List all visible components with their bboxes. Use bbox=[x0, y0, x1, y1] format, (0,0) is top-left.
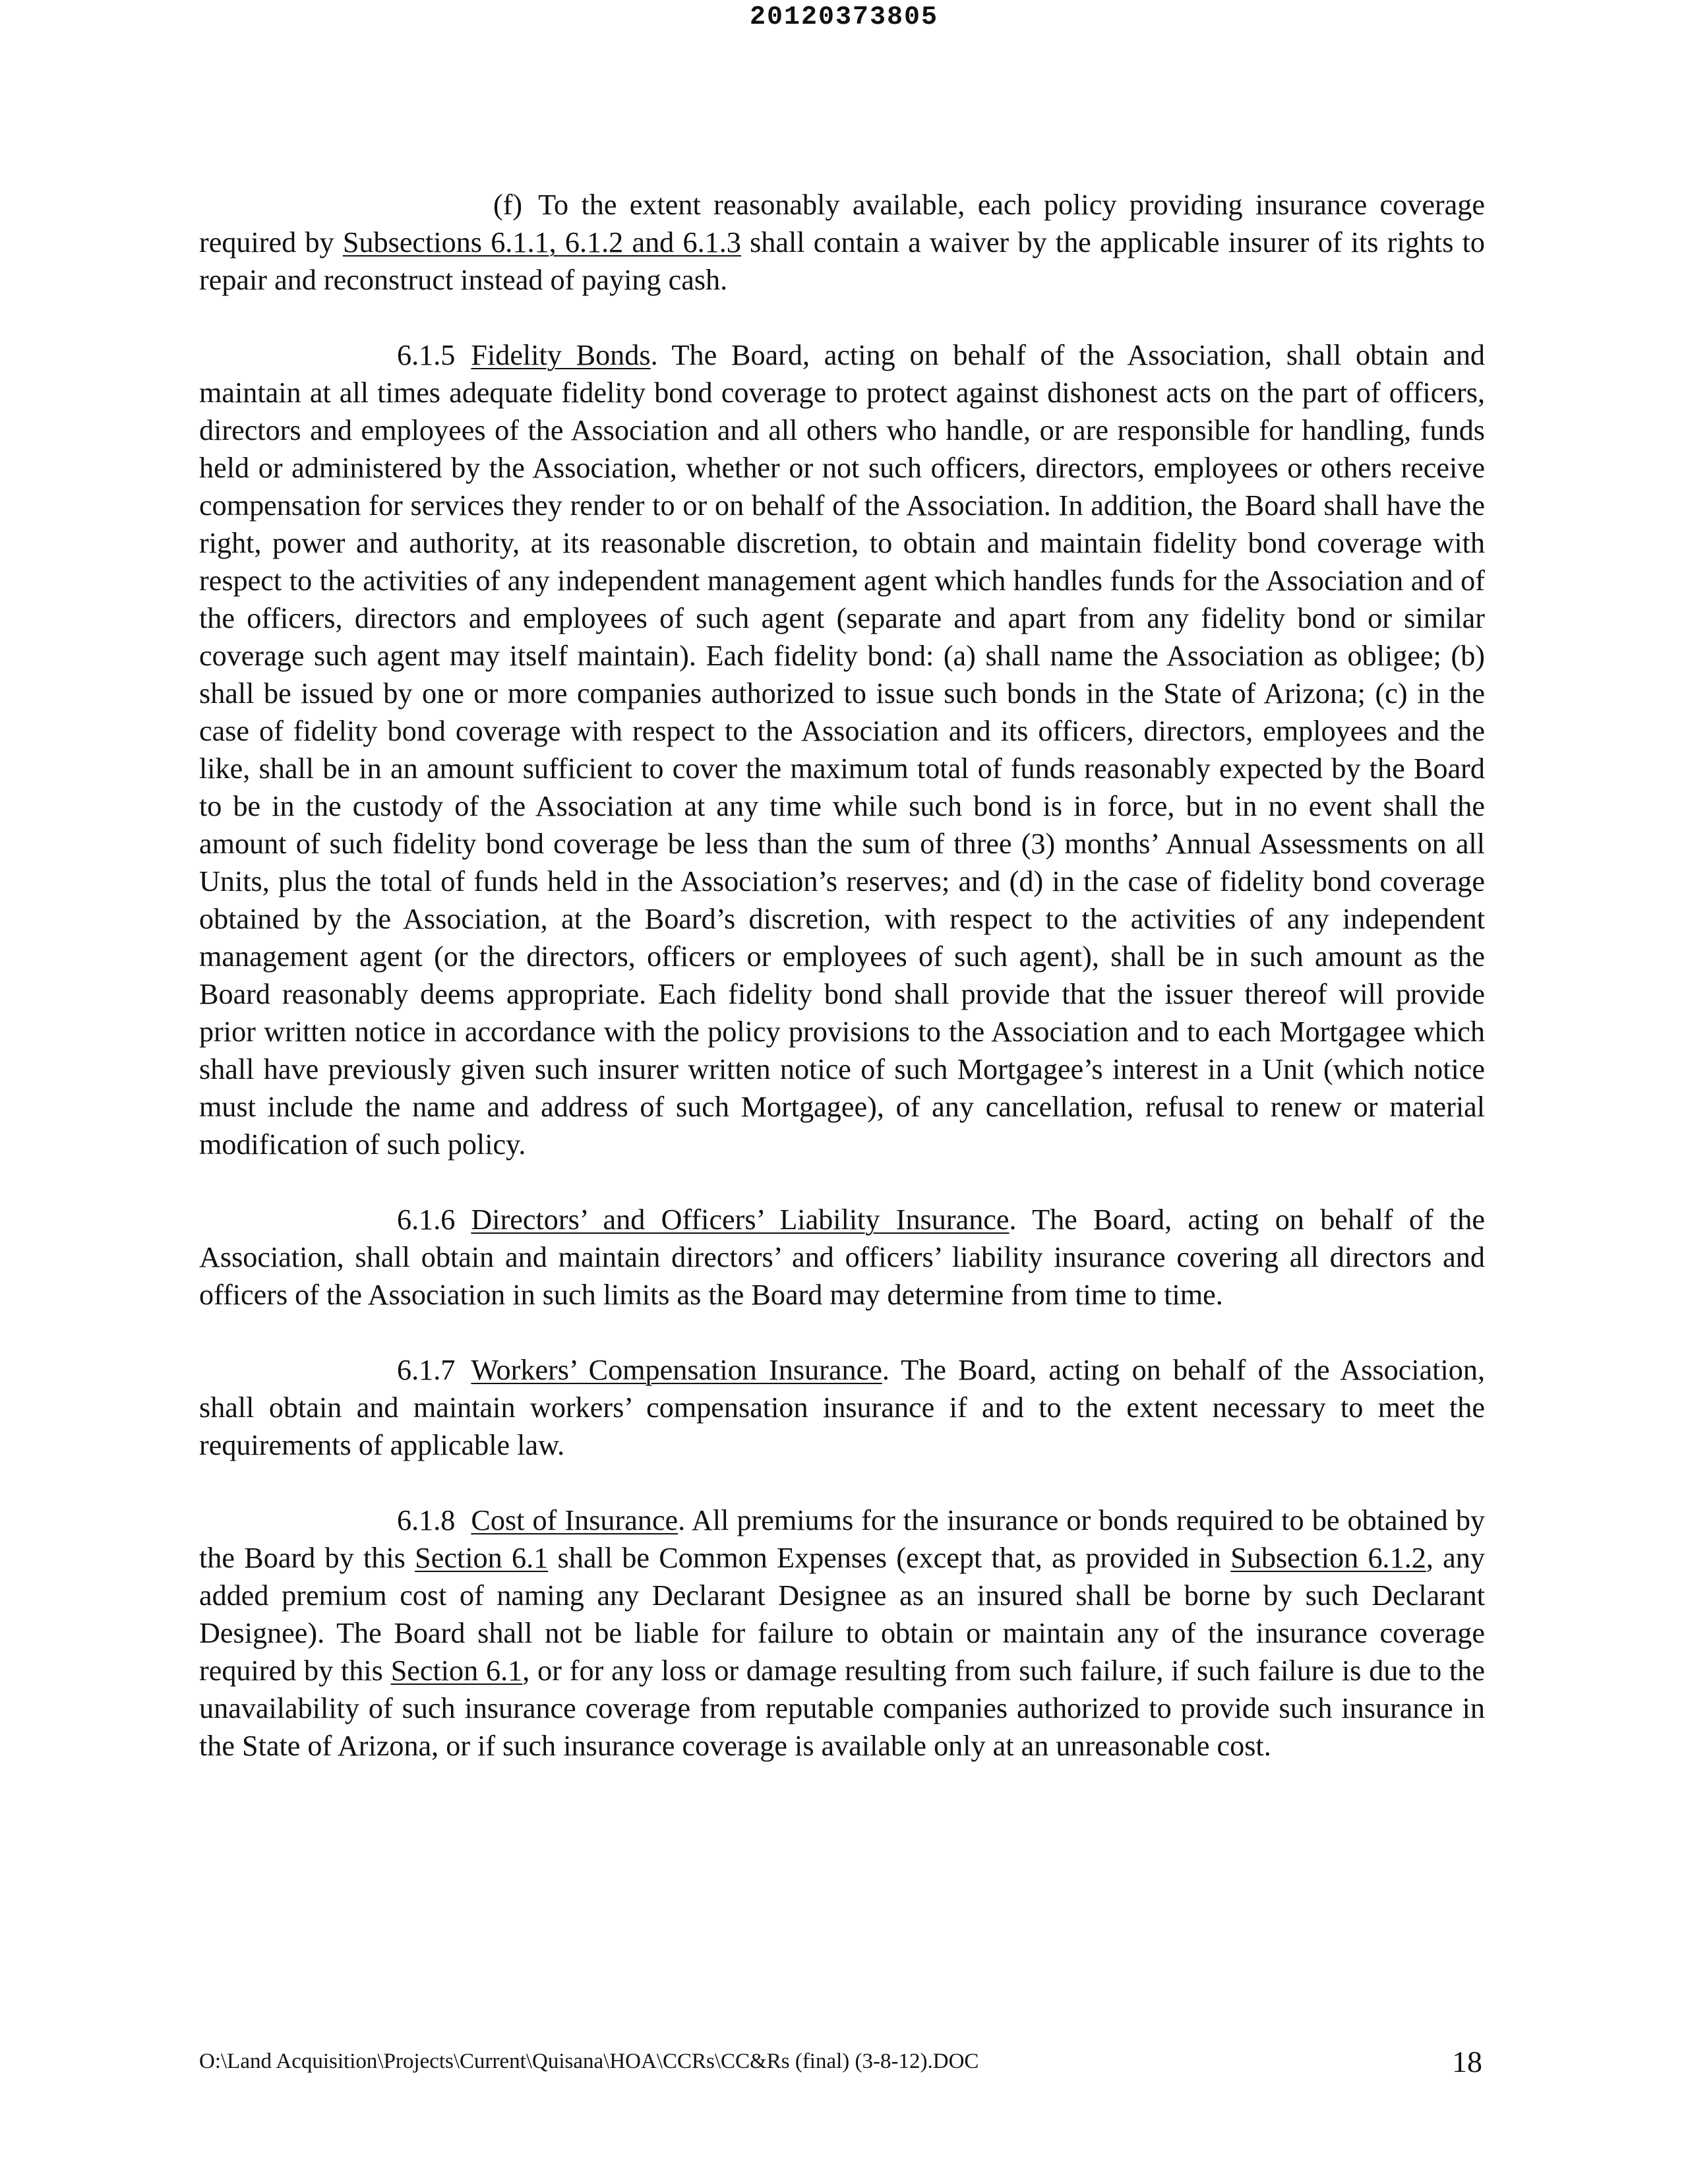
paragraph-text: To the extent reasonably available, each policy providing insurance coverage required by bbox=[199, 189, 1485, 258]
section-6-1-8 bbox=[199, 1502, 1485, 1765]
cross-reference: Subsection 6.1.2 bbox=[1230, 1542, 1426, 1574]
paragraph-text: . The Board, acting on behalf of the Association, shall obtain and maintain at all times adequate fidelity bond coverage to protect against dishonest acts on the part of officers, directors and employees of the Association and all others who handle, or are responsible for handling, funds held or administered by the Association, whether or not such officers, directors, employees or others receive compensation for services they render to or on behalf of the Association. In addition, the Board shall have the right, power and authority, at its reasonable discretion, to obtain and maintain fidelity bond coverage with respect to the activities of any independent management agent which handles funds for the Association and of the officers, directors and employees of such agent (separate and apart from any fidelity bond or similar coverage such agent may itself maintain). Each fidelity bond: (a) shall name the Association as obligee; (b) shall be issued by one or more companies authorized to issue such bonds in the State of Arizona; (c) in the case of fidelity bond coverage with respect to the Association and its officers, directors, employees and the like, shall be in an amount sufficient to cover the maximum total of funds reasonably expected by the Board to be in the custody of the Association at any time while such bond is in force, but in no event shall the amount of such fidelity bond coverage be less than the sum of three (3) months’ Annual Assessments on all Units, plus the total of funds held in the Association’s reserves; and (d) in the case of fidelity bond coverage obtained by the Association, at the Board’s discretion, with respect to the activities of any independent management agent (or the directors, officers or employees of such agent), shall be in such amount as the Board reasonably deems appropriate. Each fidelity bond shall provide that the issuer thereof will provide prior written notice in accordance with the policy provisions to the Association and to each Mortgagee which shall have previously given such insurer written notice of such Mortgagee’s interest in a Unit (which notice must include the name and address of such Mortgagee), of any cancellation, refusal to renew or material modification of such policy. bbox=[199, 339, 1486, 1161]
paragraph-text: , or for any loss or damage resulting from such failure, if such failure is due to the unavailability of such insurance coverage from reputable companies authorized to provide such insurance in the State of Arizona, or if such insurance coverage is available only at an unreasonable cost. bbox=[199, 1654, 1486, 1762]
section-6-1-7 bbox=[199, 1351, 1485, 1464]
section-6-1-5 bbox=[199, 336, 1485, 1163]
section-number: 6.1.8 bbox=[397, 1504, 456, 1536]
section-number: 6.1.6 bbox=[397, 1203, 456, 1236]
cross-reference: Section 6.1 bbox=[390, 1654, 523, 1687]
page-number: 18 bbox=[1452, 2045, 1482, 2078]
footer-file-path: O:\Land Acquisition\Projects\Current\Quisana\HOA\CCRs\CC&Rs (final) (3-8-12).DOC bbox=[199, 2049, 979, 2073]
paragraph-text: . The Board, acting on behalf of the Association, shall obtain and maintain directors’ and officers’ liability insurance covering all directors and officers of the Association in such limits as the Board may determine from time to time. bbox=[199, 1203, 1485, 1311]
section-6-1-6 bbox=[199, 1201, 1485, 1314]
section-number: 6.1.5 bbox=[397, 339, 456, 371]
paragraph-text: , any added premium cost of naming any Declarant Designee as an insured shall be borne by such Declarant Designee). The Board shall not be liable for failure to obtain or maintain any of the insurance coverage required by this bbox=[199, 1542, 1485, 1687]
paragraph-f bbox=[199, 186, 1485, 299]
section-heading: Cost of Insurance bbox=[471, 1504, 678, 1536]
paragraph-marker: (f) bbox=[493, 189, 523, 221]
section-heading: Fidelity Bonds bbox=[471, 339, 651, 371]
paragraph-text: . The Board, acting on behalf of the Association, shall obtain and maintain workers’ compensation insurance if and to the extent necessary to meet the requirements of applicable law. bbox=[199, 1354, 1486, 1461]
cross-reference: Subsections 6.1.1, 6.1.2 and 6.1.3 bbox=[342, 226, 741, 258]
document-number: 20120373805 bbox=[749, 3, 939, 32]
paragraph-text: shall be Common Expenses (except that, as provided in bbox=[548, 1542, 1231, 1574]
section-heading: Directors’ and Officers’ Liability Insurance bbox=[471, 1203, 1010, 1236]
cross-reference: Section 6.1 bbox=[415, 1542, 549, 1574]
paragraph-text: shall contain a waiver by the applicable insurer of its rights to repair and reconstruct instead of paying cash. bbox=[199, 226, 1485, 296]
document-body bbox=[199, 186, 1485, 1802]
section-number: 6.1.7 bbox=[397, 1354, 456, 1386]
section-heading: Workers’ Compensation Insurance bbox=[471, 1354, 882, 1386]
paragraph-text: . All premiums for the insurance or bonds required to be obtained by the Board by this bbox=[199, 1504, 1486, 1574]
